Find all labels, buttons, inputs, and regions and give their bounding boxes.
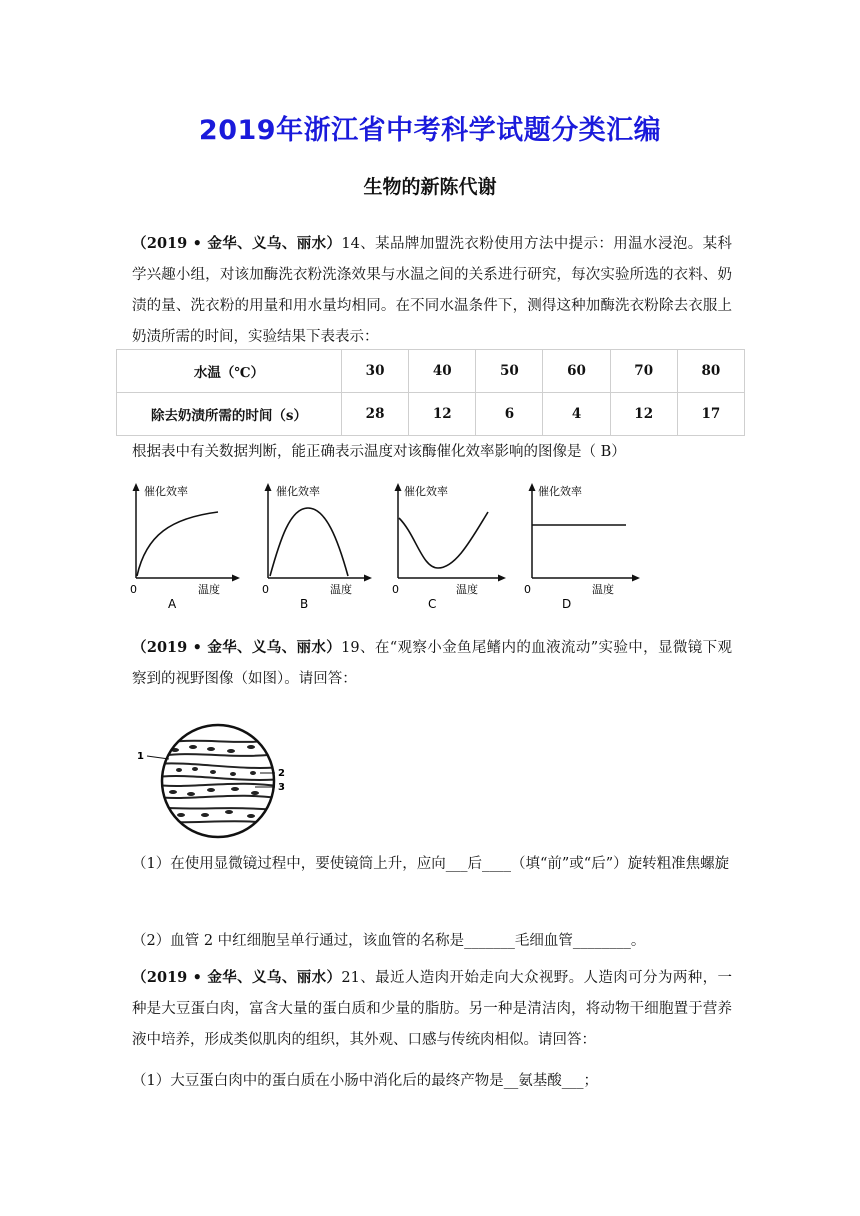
page-title: 2019年浙江省中考科学试题分类汇编 xyxy=(198,115,662,146)
x-axis-arrow xyxy=(232,575,240,582)
table-cell: 40 xyxy=(409,350,476,393)
y-axis-arrow xyxy=(395,483,402,491)
question-source: （2019 • 金华、义乌、丽水） xyxy=(132,639,342,656)
origin-label: 0 xyxy=(262,583,269,596)
question-body: 19、在“观察小金鱼尾鳍内的血液流动”实验中，显微镜下观察到的视野图像（如图）。请回答： xyxy=(132,640,732,687)
graph-option-b xyxy=(258,480,373,615)
section-subtitle: 生物的新陈代谢 xyxy=(363,176,497,198)
question-source: （2019 • 金华、义乌、丽水） xyxy=(132,235,342,252)
y-axis-arrow xyxy=(265,483,272,491)
graph-option-d xyxy=(518,480,643,615)
y-axis-label: 催化效率 xyxy=(276,485,320,498)
diagram-label-3: 3 xyxy=(278,782,285,793)
question-14-prompt: 根据表中有关数据判断，能正确表示温度对该酶催化效率影响的图像是（ B） xyxy=(132,444,626,460)
table-cell: 6 xyxy=(476,393,543,436)
graph-option-a xyxy=(126,480,241,615)
question-19-sub1: （1）在使用显微镜过程中，要使镜筒上升，应向___后____（填“前”或“后”）旋转粗准焦螺旋 xyxy=(132,856,730,872)
option-letter: A xyxy=(168,597,177,611)
diagram-label-2: 2 xyxy=(278,768,285,779)
x-axis-arrow xyxy=(632,575,640,582)
y-axis-arrow xyxy=(529,483,536,491)
question-body: 14、某品牌加盟洗衣粉使用方法中提示：用温水浸泡。某科学兴趣小组，对该加酶洗衣粉洗涤效果与水温之间的关系进行研究，每次实验所选的衣料、奶渍的量、洗衣粉的用量和用水量均相同。在不同水温条件下，测得这种加酶洗衣粉除去衣服上奶渍所需的时间，实验结果下表表示： xyxy=(132,236,732,345)
question-source: （2019 • 金华、义乌、丽水） xyxy=(132,969,342,986)
label-line-1 xyxy=(147,756,169,759)
question-21-text xyxy=(132,962,732,1056)
option-letter: D xyxy=(562,597,572,611)
y-axis-arrow xyxy=(133,483,140,491)
origin-label: 0 xyxy=(130,583,137,596)
table-cell: 28 xyxy=(342,393,409,436)
table-cell: 12 xyxy=(409,393,476,436)
table-row-label: 水温（℃） xyxy=(117,350,342,393)
table-cell: 12 xyxy=(610,393,677,436)
efficiency-curve xyxy=(137,512,218,576)
diagram-label-1: 1 xyxy=(137,751,144,762)
table-cell: 70 xyxy=(610,350,677,393)
efficiency-curve xyxy=(270,508,348,576)
option-graphs xyxy=(126,480,646,615)
question-21-sub1: （1）大豆蛋白肉中的蛋白质在小肠中消化后的最终产物是__氨基酸___； xyxy=(132,1073,598,1089)
table-cell: 60 xyxy=(543,350,610,393)
vessel-wall xyxy=(155,796,285,799)
table-cell: 80 xyxy=(677,350,744,393)
graph-option-c xyxy=(388,480,508,615)
table-row-label: 除去奶渍所需的时间（s） xyxy=(117,393,342,436)
table-cell: 17 xyxy=(677,393,744,436)
question-19-text xyxy=(132,632,732,695)
table-cell: 30 xyxy=(342,350,409,393)
vessel-wall xyxy=(155,763,285,768)
table-cell: 4 xyxy=(543,393,610,436)
table-cell: 50 xyxy=(476,350,543,393)
microscope-field-diagram xyxy=(135,717,295,847)
data-table xyxy=(116,349,745,436)
vessel-wall xyxy=(155,821,285,825)
option-letter: C xyxy=(428,597,437,611)
origin-label: 0 xyxy=(524,583,531,596)
x-axis-label: 温度 xyxy=(330,583,352,596)
vessel-wall xyxy=(155,776,285,780)
x-axis-label: 温度 xyxy=(198,583,220,596)
option-letter: B xyxy=(300,597,309,611)
table-row xyxy=(117,350,745,393)
question-14-text xyxy=(132,228,732,353)
origin-label: 0 xyxy=(392,583,399,596)
x-axis-label: 温度 xyxy=(456,583,478,596)
table-row xyxy=(117,393,745,436)
x-axis-label: 温度 xyxy=(592,583,614,596)
y-axis-label: 催化效率 xyxy=(404,485,448,498)
question-19-sub2: （2）血管 2 中红细胞呈单行通过，该血管的名称是_______毛细血管________。 xyxy=(132,933,646,949)
question-body: 21、最近人造肉开始走向大众视野。人造肉可分为两种，一种是大豆蛋白肉，富含大量的蛋白质和少量的脂肪。另一种是清洁肉，将动物干细胞置于营养液中培养，形成类似肌肉的组织，其外观、口感与传统肉相似。请回答： xyxy=(132,970,732,1048)
x-axis-arrow xyxy=(498,575,506,582)
y-axis-label: 催化效率 xyxy=(144,485,188,498)
y-axis-label: 催化效率 xyxy=(538,485,582,498)
efficiency-curve xyxy=(399,512,488,568)
x-axis-arrow xyxy=(364,575,372,582)
